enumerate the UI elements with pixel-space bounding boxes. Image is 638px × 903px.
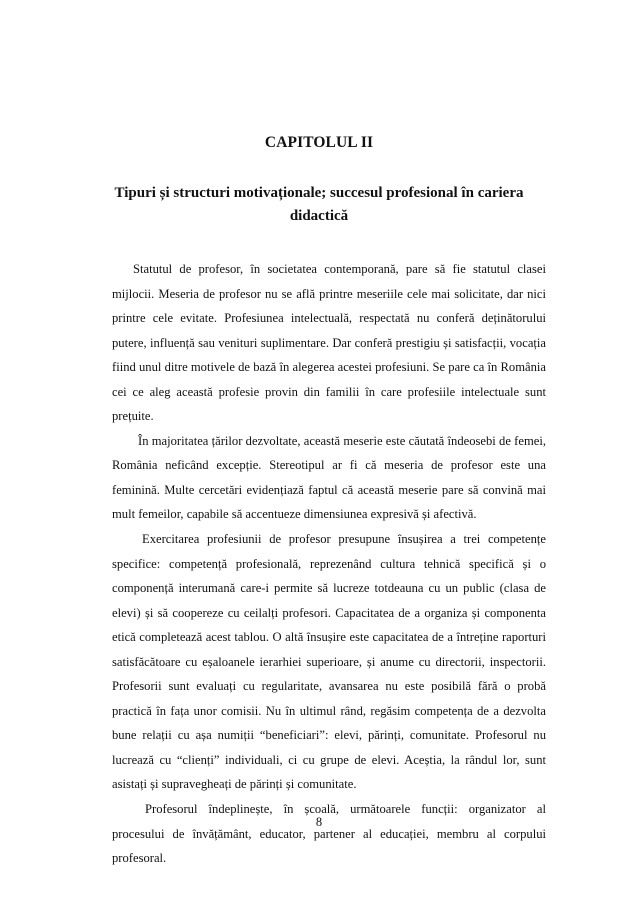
paragraph: Exercitarea profesiunii de profesor presupune însușirea a trei competențe specifice: competență profesională, reprezenând cultura tehnică specifică și o componență interumană care-i permite să lucreze totdeauna cu un public (clasa de elevi) și să coopereze cu ceilalți profesori. Capacitatea de a organiza și componenta etică completează acest tablou. O altă însușire este capacitatea de a întreține raporturi satisfăcătoare cu eșaloanele ierarhiei superioare, și anume cu directorii, inspectorii. Profesorii sunt evaluați cu regularitate, avansarea nu este posibilă fără o probă practică în fața unor comisii. Nu în ultimul rând, regăsim competența de a dezvolta bune relații cu așa numiții “beneficiari”: elevi, părinți, comunitate. Profesorul nu lucrează cu “clienți” individuali, ci cu grupe de elevi. Aceștia, la rândul lor, sunt asistați și supravegheați de părinți și comunitate. [112,532,546,792]
paragraph: În majoritatea țărilor dezvoltate, această meserie este căutată îndeosebi de femei, România neficând excepție. Stereotipul ar fi că meseria de profesor este una feminină. Multe cercetări evidențiază faptul că această meserie pare să convină mai mult femeilor, capabile să accentueze dimensiunea expresivă și afectivă. [112,433,546,522]
paragraph: Profesorul îndeplinește, în școală, următoarele funcții: organizator al procesului de învățământ, educator, partener al educației, membru al corpului profesoral. [112,802,546,866]
chapter-subtitle: Tipuri și structuri motivaționale; succesul profesional în cariera didactică [114,185,524,224]
page-number: 8 [315,815,323,829]
body-text [112,257,546,871]
chapter-heading: CAPITOLUL II [264,134,374,151]
paragraph: Statutul de profesor, în societatea contemporană, pare să fie statutul clasei mijlocii. Meseria de profesor nu se află printre meseriile cele mai solicitate, dar nici printre cele evitate. Profesiunea intelectuală, respectată nu conferă deținătorului putere, influență sau venituri suplimentare. Dar conferă prestigiu și satisfacții, vocația fiind unul ditre motivele de bază în alegerea acestei profesiuni. Se pare ca în România cei ce aleg această profesie provin din familii în care profesiile intelectuale sunt prețuite. [112,262,546,424]
